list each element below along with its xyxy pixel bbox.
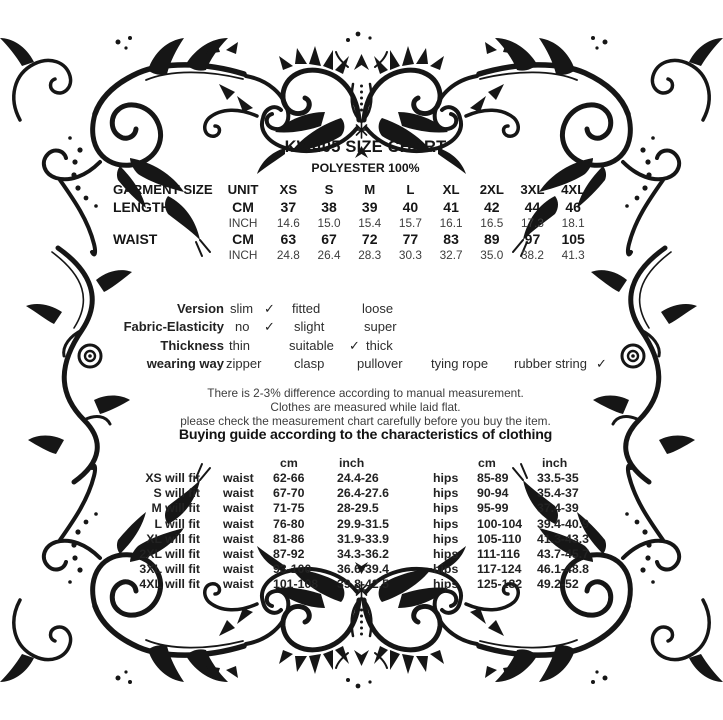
waist-inch-value: 24.8 bbox=[276, 248, 300, 263]
hips-cm-range: 85-89 bbox=[477, 471, 509, 486]
size-fit-label: L will fit bbox=[154, 516, 200, 531]
hips-inch-range: 33.5-35 bbox=[537, 471, 579, 486]
length-cm-value: 39 bbox=[361, 199, 378, 215]
hips-inch-range: 37.4-39 bbox=[537, 501, 579, 516]
attribute-row-thickness bbox=[0, 338, 723, 356]
waist-cm-range: 76-80 bbox=[273, 516, 305, 531]
unit-cm: CM bbox=[232, 199, 254, 215]
buying-guide-row-2xl bbox=[112, 547, 617, 562]
measure-label: hips bbox=[433, 577, 459, 592]
attribute-option: slight bbox=[294, 319, 325, 335]
buying-guide-row-s bbox=[112, 486, 617, 501]
attribute-option: super bbox=[364, 319, 397, 335]
hips-inch-range: 43.7-45.7 bbox=[537, 546, 589, 561]
unit-inch: INCH bbox=[228, 248, 258, 263]
empty-cell bbox=[200, 456, 273, 471]
measure-label: hips bbox=[433, 516, 459, 531]
measure-label: waist bbox=[223, 531, 254, 546]
empty-cell bbox=[113, 216, 218, 231]
buying-guide-row-m bbox=[112, 501, 617, 516]
waist-inch-value: 30.3 bbox=[398, 248, 422, 263]
attribute-option: zipper bbox=[226, 355, 262, 371]
measure-label: hips bbox=[433, 471, 459, 486]
waist-inch-value: 41.3 bbox=[561, 248, 585, 263]
length-cm-row bbox=[113, 199, 594, 216]
measure-label: hips bbox=[433, 546, 459, 561]
length-inch-value: 15.0 bbox=[317, 216, 341, 230]
length-inch-value: 15.4 bbox=[358, 216, 382, 230]
attribute-option: tying rope bbox=[431, 355, 489, 371]
buying-guide-row-3xl bbox=[112, 562, 617, 577]
waist-cm-value: 67 bbox=[321, 231, 337, 248]
waist-cm-value: 105 bbox=[561, 231, 585, 248]
waist-cm-value: 63 bbox=[280, 231, 297, 248]
length-label: LENGTH bbox=[113, 199, 171, 215]
attribute-row-wearing-way bbox=[0, 356, 723, 374]
header-l: L bbox=[406, 182, 415, 197]
header-4xl: 4XL bbox=[561, 182, 586, 197]
length-cm-value: 42 bbox=[483, 199, 500, 215]
hips-inch-range: 49.2-52 bbox=[537, 577, 579, 592]
measure-label: hips bbox=[433, 501, 459, 516]
buying-guide-row-xl bbox=[112, 532, 617, 547]
hips-cm-range: 111-116 bbox=[477, 546, 521, 561]
attribute-label: Version bbox=[177, 301, 224, 316]
buying-guide-header-row bbox=[112, 456, 617, 471]
length-inch-value: 18.1 bbox=[561, 216, 585, 230]
hips-cm-range: 90-94 bbox=[477, 486, 509, 501]
hips-inch-range: 46.1-48.8 bbox=[537, 562, 589, 577]
waist-cm-range: 71-75 bbox=[273, 501, 305, 516]
attribute-option: thin bbox=[229, 337, 250, 353]
attribute-option: suitable bbox=[289, 337, 334, 353]
attribute-label: Thickness bbox=[160, 337, 224, 353]
waist-cm-range: 93-100 bbox=[273, 562, 312, 577]
length-inch-value: 14.6 bbox=[276, 216, 300, 230]
check-icon: ✓ bbox=[349, 337, 360, 353]
length-inch-value: 16.1 bbox=[439, 216, 463, 230]
length-inch-row bbox=[113, 216, 594, 231]
waist-inch-value: 32.7 bbox=[439, 248, 463, 263]
waist-inch-value: 26.4 bbox=[317, 248, 341, 263]
waist-inch-value: 38.2 bbox=[520, 248, 544, 263]
buying-guide-row-4xl bbox=[112, 577, 617, 592]
length-inch-value: 15.7 bbox=[398, 216, 422, 230]
waist-inch-range: 28-29.5 bbox=[337, 501, 379, 516]
waist-cm-range: 87-92 bbox=[273, 546, 305, 561]
waist-label: WAIST bbox=[113, 231, 158, 248]
length-inch-value: 17.3 bbox=[520, 216, 544, 230]
size-table-header-row bbox=[113, 181, 594, 199]
waist-cm-range: 101-108 bbox=[273, 577, 319, 592]
header-2xl: 2XL bbox=[479, 182, 504, 197]
measure-label: waist bbox=[223, 471, 254, 486]
length-cm-value: 38 bbox=[321, 199, 337, 215]
buying-guide-row-xs bbox=[112, 471, 617, 486]
header-s: S bbox=[324, 182, 334, 197]
measure-label: waist bbox=[223, 577, 254, 592]
waist-inch-range: 34.3-36.2 bbox=[337, 546, 389, 561]
note-measurement-difference: There is 2-3% difference according to manual measurement. bbox=[207, 386, 524, 400]
waist-cm-value: 72 bbox=[361, 231, 378, 248]
hips-cm-range: 105-110 bbox=[477, 531, 522, 546]
attribute-option: slim bbox=[230, 301, 254, 316]
header-waist-inch: inch bbox=[339, 456, 365, 470]
attribute-option: pullover bbox=[357, 355, 403, 371]
check-icon: ✓ bbox=[596, 355, 607, 371]
length-cm-value: 37 bbox=[280, 199, 297, 215]
waist-cm-row bbox=[113, 231, 594, 248]
attribute-row-fabric-elasticity bbox=[0, 319, 723, 337]
waist-cm-value: 83 bbox=[443, 231, 459, 248]
measure-label: waist bbox=[223, 501, 254, 516]
size-fit-label: XL will fit bbox=[146, 531, 200, 546]
waist-cm-value: 89 bbox=[483, 231, 500, 248]
waist-cm-range: 62-66 bbox=[273, 471, 305, 486]
attribute-row-version bbox=[0, 301, 723, 319]
length-cm-value: 41 bbox=[443, 199, 459, 215]
measure-label: waist bbox=[223, 486, 254, 501]
hips-inch-range: 41.3-43.3 bbox=[537, 531, 589, 546]
size-fit-label: S will fit bbox=[153, 486, 200, 501]
measure-label: hips bbox=[433, 531, 459, 546]
hips-cm-range: 100-104 bbox=[477, 516, 523, 531]
buying-guide-heading: Buying guide according to the characteristics of clothing bbox=[178, 427, 553, 443]
size-fit-label: M will fit bbox=[151, 501, 200, 516]
buying-guide-table bbox=[112, 456, 617, 592]
waist-cm-range: 81-86 bbox=[273, 531, 305, 546]
length-cm-value: 46 bbox=[565, 199, 581, 215]
waist-inch-value: 35.0 bbox=[480, 248, 504, 263]
waist-cm-value: 97 bbox=[524, 231, 541, 248]
header-3xl: 3XL bbox=[520, 182, 545, 197]
size-fit-label: XS will fit bbox=[145, 471, 200, 486]
attribute-label: wearing way bbox=[146, 355, 224, 371]
measure-label: hips bbox=[433, 562, 459, 577]
attribute-option: loose bbox=[362, 301, 394, 316]
check-icon: ✓ bbox=[264, 319, 275, 335]
material-label: POLYESTER 100% bbox=[311, 161, 420, 175]
header-hips-cm: cm bbox=[478, 456, 496, 470]
page-title: KW405 SIZE CHART bbox=[284, 138, 447, 156]
size-fit-label: 3XL will fit bbox=[139, 562, 200, 577]
buying-guide-row-l bbox=[112, 517, 617, 532]
unit-cm: CM bbox=[232, 231, 254, 248]
waist-cm-value: 77 bbox=[402, 231, 419, 248]
measure-label: waist bbox=[223, 546, 254, 561]
length-inch-value: 16.5 bbox=[480, 216, 504, 230]
hips-inch-range: 35.4-37 bbox=[537, 486, 579, 501]
size-fit-label: 4XL will fit bbox=[139, 577, 200, 592]
hips-inch-range: 39.4-40.9 bbox=[537, 516, 589, 531]
length-cm-value: 40 bbox=[402, 199, 419, 215]
attribute-option: rubber string bbox=[514, 355, 587, 371]
attribute-option: thick bbox=[366, 337, 393, 353]
header-garment-size: GARMENT SIZE bbox=[113, 182, 213, 197]
empty-cell bbox=[112, 456, 200, 471]
check-icon: ✓ bbox=[264, 301, 275, 316]
measure-label: hips bbox=[433, 486, 459, 501]
attributes-section bbox=[0, 301, 723, 374]
unit-inch: INCH bbox=[228, 216, 258, 230]
header-xs: XS bbox=[279, 182, 298, 197]
hips-cm-range: 125-132 bbox=[477, 577, 523, 592]
hips-cm-range: 117-124 bbox=[477, 562, 522, 577]
waist-inch-range: 24.4-26 bbox=[337, 471, 379, 486]
waist-inch-range: 36.6-39.4 bbox=[337, 562, 389, 577]
measure-label: waist bbox=[223, 516, 254, 531]
note-laid-flat: Clothes are measured while laid flat. bbox=[270, 400, 461, 414]
header-waist-cm: cm bbox=[280, 456, 298, 470]
waist-cm-range: 67-70 bbox=[273, 486, 305, 501]
header-hips-inch: inch bbox=[542, 456, 568, 470]
waist-inch-range: 29.9-31.5 bbox=[337, 516, 389, 531]
attribute-label: Fabric-Elasticity bbox=[123, 319, 224, 335]
waist-inch-row bbox=[113, 248, 594, 263]
note-check-chart: please check the measurement chart carefully before you buy the item. bbox=[180, 413, 551, 428]
garment-size-table bbox=[113, 181, 594, 264]
empty-cell bbox=[433, 456, 477, 471]
size-fit-label: 2XL will fit bbox=[139, 546, 200, 561]
waist-inch-range: 39.8-42.5 bbox=[337, 577, 389, 592]
hips-cm-range: 95-99 bbox=[477, 501, 509, 516]
waist-inch-value: 28.3 bbox=[358, 248, 382, 263]
waist-inch-range: 26.4-27.6 bbox=[337, 486, 389, 501]
header-m: M bbox=[364, 182, 376, 197]
empty-cell bbox=[113, 248, 218, 263]
measure-label: waist bbox=[223, 562, 254, 577]
attribute-option: clasp bbox=[294, 355, 325, 371]
waist-inch-range: 31.9-33.9 bbox=[337, 531, 389, 546]
attribute-option: fitted bbox=[292, 301, 321, 316]
length-cm-value: 44 bbox=[524, 199, 541, 215]
header-unit: UNIT bbox=[227, 182, 259, 197]
attribute-option: no bbox=[235, 319, 250, 335]
header-xl: XL bbox=[442, 182, 460, 197]
